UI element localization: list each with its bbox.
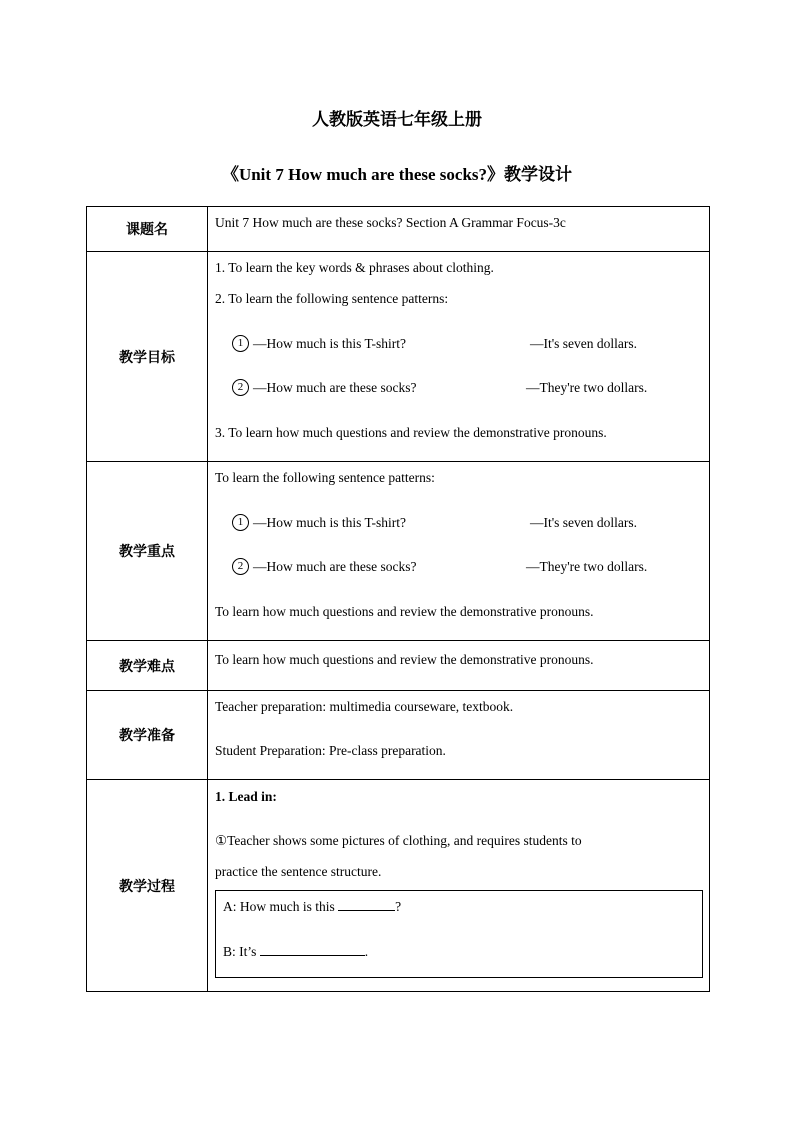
pattern-answer: —They're two dollars. [526,559,648,574]
blank-line [260,941,365,956]
key-points-line-1: To learn the following sentence patterns: [215,470,435,485]
practice-line-b [223,941,702,963]
label-difficulties: 教学难点 [87,641,208,691]
practice-b-text: B: It’s [223,944,260,959]
label-objectives: 教学目标 [87,252,208,462]
pattern-question: —How much is this T-shirt? [253,515,407,530]
document-title: 人教版英语七年级上册 [312,110,482,130]
pattern-answer: —It's seven dollars. [530,336,638,351]
key-pattern-2 [215,556,703,578]
step-title: 1. Lead in: [215,789,277,804]
key-points-line-2: To learn how much questions and review the demonstrative pronouns. [215,604,594,619]
pattern-answer: —They're two dollars. [526,380,648,395]
practice-a-suffix: ? [395,899,402,914]
key-pattern-1 [215,512,703,534]
teacher-preparation: Teacher preparation: multimedia courseware, textbook. [215,699,514,714]
circled-number: 1 [232,335,249,352]
difficulties-text: To learn how much questions and review the demonstrative pronouns. [215,652,594,667]
topic-text: Unit 7 How much are these socks? Section A Grammar Focus-3c [215,215,566,230]
content-preparation [208,691,710,780]
pattern-answer: —It's seven dollars. [530,515,638,530]
objective-pattern-2 [215,377,703,399]
practice-a-text: A: How much is this [223,899,339,914]
row-topic [87,207,710,252]
content-topic [208,207,710,252]
practice-b-suffix: . [364,944,369,959]
label-preparation: 教学准备 [87,691,208,780]
pattern-question: —How much is this T-shirt? [253,336,407,351]
step-line-1: ①Teacher shows some pictures of clothing, and requires students to [215,833,582,848]
document-subtitle: 《Unit 7 How much are these socks?》教学设计 [221,165,573,184]
objective-line-1: 1. To learn the key words & phrases about clothing. [215,260,494,275]
row-process [87,780,710,992]
circled-number: 2 [232,558,249,575]
circled-number: 1 [232,514,249,531]
objective-line-2: 2. To learn the following sentence patterns: [215,291,449,306]
label-key-points: 教学重点 [87,462,208,641]
pattern-question: —How much are these socks? [253,380,417,395]
content-process [208,780,710,992]
objective-line-3: 3. To learn how much questions and review the demonstrative pronouns. [215,425,607,440]
circled-number: 2 [232,379,249,396]
row-preparation [87,691,710,780]
step-line-2: practice the sentence structure. [215,864,382,879]
label-process: 教学过程 [87,780,208,992]
row-difficulties [87,641,710,691]
content-objectives [208,252,710,462]
blank-line [338,896,395,911]
student-preparation: Student Preparation: Pre-class preparation. [215,743,446,758]
content-key-points [208,462,710,641]
practice-box [215,890,703,978]
pattern-question: —How much are these socks? [253,559,417,574]
objective-pattern-1 [215,333,703,355]
row-key-points [87,462,710,641]
content-difficulties [208,641,710,691]
label-topic: 课题名 [87,207,208,252]
lesson-plan-table [86,206,710,992]
row-objectives [87,252,710,462]
practice-line-a [223,896,702,918]
